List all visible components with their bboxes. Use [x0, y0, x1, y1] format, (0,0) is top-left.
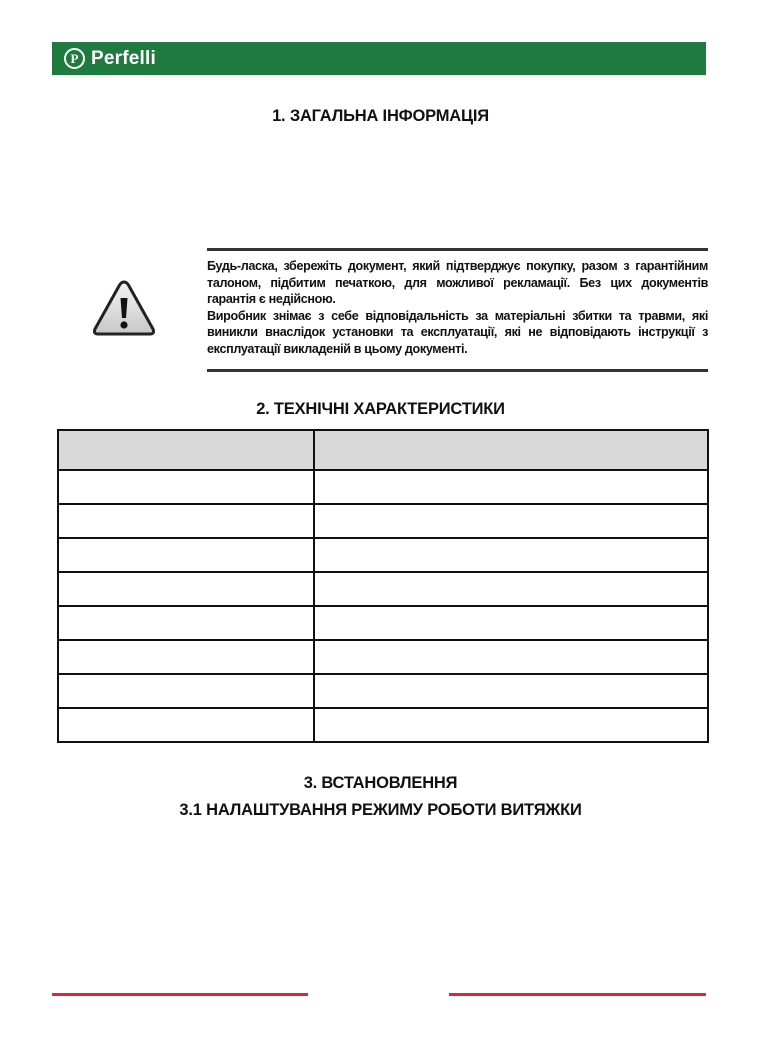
table-cell: [314, 504, 708, 538]
table-row: [58, 538, 708, 572]
table-row: [58, 504, 708, 538]
footer-accent-line-left: [52, 993, 308, 996]
table-cell: [58, 572, 314, 606]
technical-specs-table: [57, 429, 709, 743]
warning-triangle-icon: [92, 278, 156, 338]
table-cell: [314, 572, 708, 606]
warranty-notice: [207, 258, 708, 358]
section-3-1-subtitle: 3.1 НАЛАШТУВАННЯ РЕЖИМУ РОБОТИ ВИТЯЖКИ: [179, 801, 582, 819]
table-cell: [314, 674, 708, 708]
table-header-cell: [314, 430, 708, 470]
brand-name: Perfelli: [91, 47, 156, 69]
notice-top-rule: [207, 248, 708, 251]
table-row: [58, 708, 708, 742]
table-cell: [314, 708, 708, 742]
table-header-cell: [58, 430, 314, 470]
table-cell: [58, 606, 314, 640]
table-cell: [58, 538, 314, 572]
table-row: [58, 606, 708, 640]
notice-bottom-rule: [207, 369, 708, 372]
notice-paragraph-liability: Виробник знімає з себе відповідальність за матеріальні збитки та травми, які виникли внаслідок установки та експлуатації, які не відповідають інструкції з експлуатації викладеній в цьому документі.: [207, 308, 708, 356]
table-cell: [58, 640, 314, 674]
table-cell: [58, 470, 314, 504]
table-header-row: [58, 430, 708, 470]
brand-logo-icon: P: [64, 48, 85, 69]
table-cell: [314, 606, 708, 640]
section-1-title: 1. ЗАГАЛЬНА ІНФОРМАЦІЯ: [272, 107, 489, 125]
brand-logo: [64, 46, 156, 71]
table-cell: [314, 470, 708, 504]
table-cell: [58, 504, 314, 538]
table-cell: [314, 640, 708, 674]
table-row: [58, 470, 708, 504]
table-row: [58, 572, 708, 606]
table-cell: [314, 538, 708, 572]
section-3-title: 3. ВСТАНОВЛЕННЯ: [303, 774, 458, 792]
table-row: [58, 640, 708, 674]
notice-paragraph-warranty: Будь-ласка, збережіть документ, який підтверджує покупку, разом з гарантійним талоном, підбитим печаткою, для можливої рекламації. Без цих документів гарантія є недійсною.: [207, 259, 708, 307]
footer-accent-line-right: [449, 993, 706, 996]
table-cell: [58, 708, 314, 742]
table-row: [58, 674, 708, 708]
table-cell: [58, 674, 314, 708]
section-2-title: 2. ТЕХНІЧНІ ХАРАКТЕРИСТИКИ: [256, 400, 505, 418]
brand-header-bar: [52, 42, 706, 75]
